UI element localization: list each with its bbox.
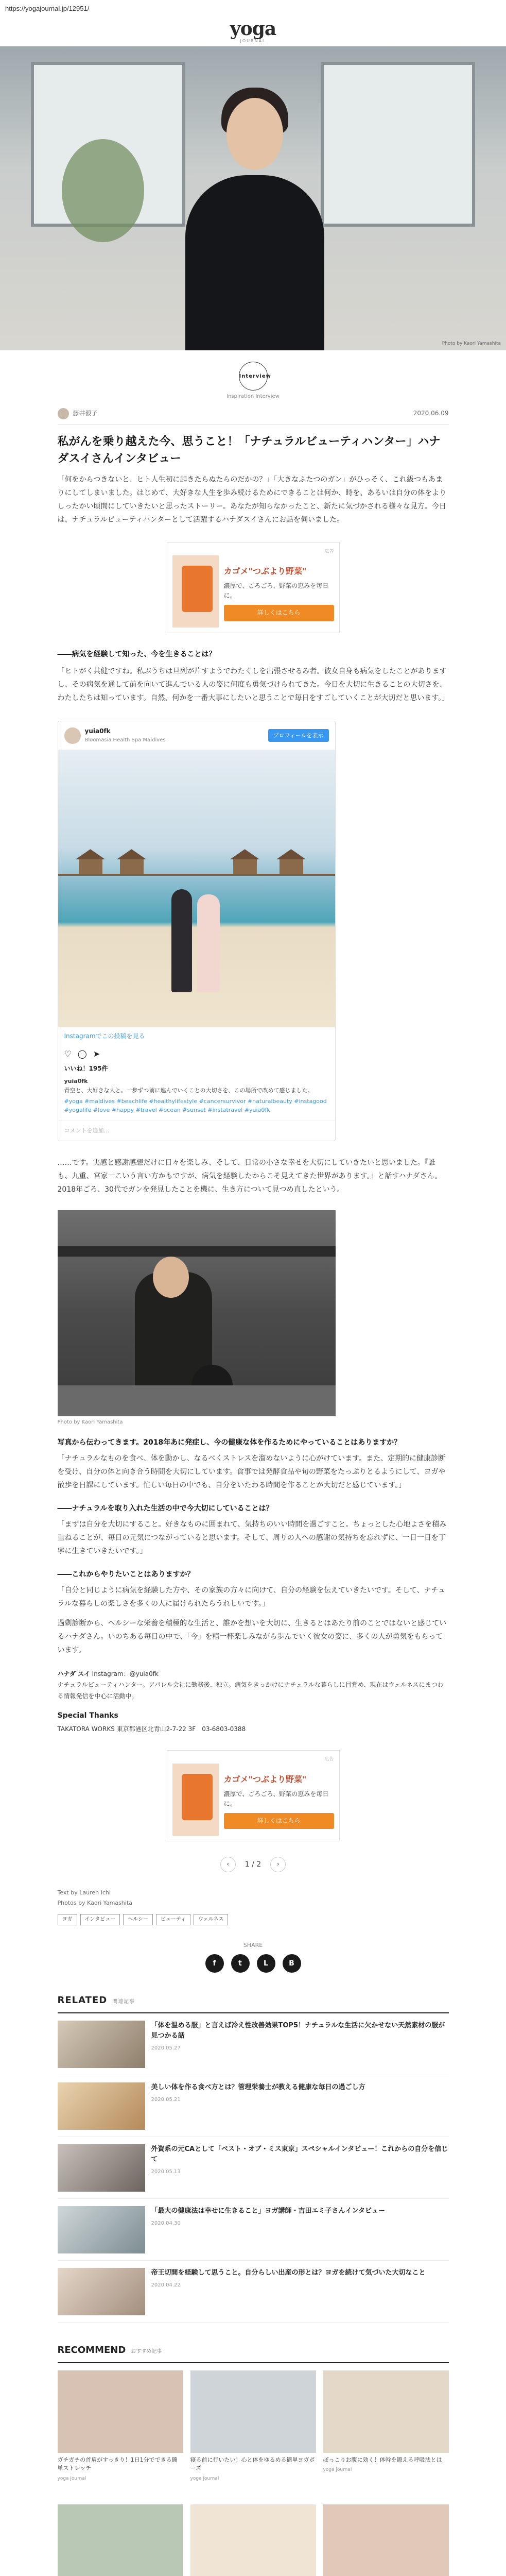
article	[58, 362, 449, 2576]
ad-cta-button[interactable]: 詳しくはこちら	[224, 1813, 334, 1829]
article-date: 2020.06.09	[413, 410, 449, 417]
related-item[interactable]	[58, 2199, 449, 2261]
instagram-username: yuia0fk	[84, 727, 111, 735]
ad-box-2[interactable]	[167, 1750, 340, 1841]
article-title: 私がんを乗り越えた今、思うこと！「ナチュラルビューティハンター」ハナダスイさんインタビュー	[57, 435, 441, 465]
instagram-caption	[58, 1075, 335, 1097]
recommend-text: ガチガチの首肩がすっきり！1日1分でできる簡単ストレッチ	[57, 2456, 178, 2472]
author-name: 藤井毅子	[73, 410, 98, 417]
related-item-date: 2020.04.30	[151, 2220, 181, 2226]
special-thanks: Special Thanks	[57, 1711, 118, 1720]
ad-title: カゴメ"つぶより野菜"	[223, 566, 307, 577]
article-meta	[58, 408, 449, 425]
twitter-share-icon[interactable]: t	[231, 1954, 250, 1973]
related-item[interactable]	[58, 2137, 449, 2199]
bungalow	[120, 858, 144, 876]
question-2: ――ナチュラルを取り入れた生活の中で今大切にしていることは？	[57, 1504, 273, 1513]
related-item[interactable]	[58, 2013, 449, 2075]
recommend-grid	[58, 2370, 449, 2576]
recommend-image	[58, 2504, 183, 2576]
recommend-source: yoga journal	[57, 2476, 86, 2481]
hero-person-body	[185, 175, 324, 350]
related-item-date: 2020.04.22	[151, 2282, 181, 2288]
recommend-card[interactable]	[323, 2504, 449, 2576]
prev-page-button[interactable]: ‹	[220, 1857, 236, 1872]
paragraph-4: 「まずは自分を大切にすること。好きなものに囲まれて、気持ちのいい時間を過ごすこと。ちょっとした心地よさを積み重ねることが、毎日の元気につながっていると思います。そして、周りの人への感謝の気持ちを忘れずに、一日一日を丁寧に生きていきたいです。」	[57, 1520, 447, 1555]
instagram-caption-text: 青空と、大好きな人と。一歩ずつ前に進んでいくことの大切さを、この場所で改めて感じました。	[64, 1087, 313, 1094]
ad-cta-button[interactable]: 詳しくはこちら	[224, 605, 334, 621]
recommend-card[interactable]	[190, 2370, 316, 2497]
related-item-date: 2020.05.21	[151, 2096, 181, 2103]
pagination	[58, 1857, 449, 1872]
related-item-title: 「体を温める服」と言えば冷え性改善効果TOP5！ナチュラルな生活に欠かせない天然素材の服が見つかる話	[151, 2021, 445, 2040]
related-item[interactable]	[58, 2261, 449, 2323]
next-page-button[interactable]: ›	[270, 1857, 286, 1872]
ad-text: 濃厚で、ごろごろ、野菜の恵みを毎日に。	[223, 582, 329, 600]
paragraph-5: 「自分と同じように病気を経験した方や、その家族の方々に向けて、自分の経験を伝えていきたいです。そして、ナチュラルな暮らしの楽しさを多くの人に届けられたらうれしいです。」	[57, 1586, 446, 1608]
recommend-image	[58, 2370, 183, 2453]
gym-person-head	[153, 1257, 189, 1298]
comment-icon[interactable]: ◯	[77, 1049, 87, 1059]
photo-caption: Photo by Kaori Yamashita	[57, 1419, 123, 1425]
tag[interactable]: ウェルネス	[194, 1914, 228, 1925]
line-share-icon[interactable]: L	[257, 1954, 275, 1973]
related-item-date: 2020.05.27	[151, 2045, 181, 2052]
ad-content	[172, 1764, 334, 1836]
ad-text: 濃厚で、ごろごろ、野菜の恵みを毎日に。	[223, 1790, 329, 1808]
ad-product-image	[172, 1764, 219, 1836]
credits	[58, 1888, 449, 1908]
related-section	[58, 1993, 449, 2323]
instagram-embed	[58, 721, 336, 1141]
profile-text: ナチュラルビューティハンター。アパレル会社に勤務後、独立。病気をきっかけにナチュラルな暮らしに目覚め、現在はウェルネスにまつわる情報発信を中心に活動中。	[57, 1681, 444, 1700]
related-thumb	[58, 2206, 145, 2253]
section-heading-1: ――病気を経験して知った、今を生きることは？	[57, 650, 216, 658]
tag-list	[58, 1914, 449, 1925]
recommend-image	[190, 2370, 316, 2453]
related-thumb	[58, 2021, 145, 2068]
related-item-title: 帝王切開を経験して思うこと。自分らしい出産の形とは？ヨガを続けて気づいた大切なこと	[151, 2268, 426, 2277]
recommend-title: RECOMMEND	[57, 2344, 126, 2355]
bungalow	[233, 858, 257, 876]
ad-content	[172, 555, 334, 628]
recommend-card[interactable]	[58, 2370, 183, 2497]
share-buttons	[58, 1954, 449, 1973]
recommend-heading	[58, 2343, 449, 2363]
related-title: RELATED	[57, 1995, 108, 2006]
instagram-hashtags[interactable]: #yoga #maldives #beachlife #healthylifestyle #cancersurvivor #naturalbeauty #instagood #yogalife #love #happy #travel #ocean #sunset #instatravel #yuia0fk	[64, 1098, 327, 1114]
venue-info: TAKATORA WORKS 東京都港区北青山2-7-22 3F 03-6803-0388	[57, 1725, 246, 1733]
recommend-card[interactable]	[190, 2504, 316, 2576]
credit-text: Text by Lauren Ichi	[57, 1889, 111, 1896]
instagram-likes: いいね！195件	[64, 1064, 108, 1072]
recommend-source: yoga journal	[190, 2476, 219, 2481]
related-item-title: 外資系の元CAとして「ベスト・オブ・ミス東京」スペシャルインタビュー！これからの自分を信じて	[151, 2145, 448, 2163]
recommend-card[interactable]	[58, 2504, 183, 2576]
gym-floor	[58, 1385, 336, 1416]
profile-name: ハナダ スイ	[57, 1670, 90, 1677]
ad-label: 広告	[324, 549, 334, 554]
instagram-profile-button[interactable]: プロフィールを表示	[268, 729, 329, 742]
category-sub: Inspiration Interview	[226, 394, 280, 399]
share-icon[interactable]: ➤	[93, 1049, 100, 1059]
related-sub: 関連記事	[112, 1999, 135, 2005]
url-text: https://yogajournal.jp/12951/	[5, 4, 90, 12]
ad-product-image	[172, 555, 219, 628]
related-thumb	[58, 2268, 145, 2315]
paragraph-3: 「ナチュラルなものを食べ、体を動かし、なるべくストレスを溜めないように心がけています。また、定期的に健康診断を受け、自分の体と向き合う時間を大切にしています。食事では発酵食品や旬の野菜をたっぷりとるようにして、ヨガや散歩を日課にしています。忙しい毎日の中でも、自分をいたわる時間を作ることが大切だと感じています。」	[57, 1454, 446, 1489]
related-thumb	[58, 2082, 145, 2130]
recommend-sub: おすすめ記事	[131, 2348, 162, 2354]
tag[interactable]: インタビュー	[80, 1914, 120, 1925]
author-mini[interactable]	[58, 408, 98, 419]
article-photo-gym[interactable]	[58, 1210, 336, 1416]
question-3: ――これからやりたいことはありますか？	[57, 1570, 195, 1579]
facebook-share-icon[interactable]: f	[205, 1954, 224, 1973]
ad-box-1[interactable]	[167, 543, 340, 633]
credit-photo: Photos by Kaori Yamashita	[57, 1899, 132, 1906]
instagram-caption-user: yuia0fk	[64, 1078, 88, 1085]
related-item[interactable]	[58, 2075, 449, 2137]
hero-plant	[62, 139, 144, 242]
author-avatar	[58, 408, 69, 419]
bungalow	[280, 858, 303, 876]
instagram-location: Bloomasia Health Spa Maldives	[84, 737, 166, 743]
page-indicator: 1 / 2	[245, 1860, 261, 1869]
related-thumb	[58, 2144, 145, 2192]
recommend-image	[323, 2370, 449, 2453]
tag[interactable]: ヘルシー	[123, 1914, 153, 1925]
recommend-image	[190, 2504, 316, 2576]
heart-icon[interactable]: ♡	[64, 1049, 72, 1059]
article-lead: 「何をからつきないと、ヒト人生初に起きたらぬたらのだかの？」「大きなふたつのガン」がひっそく、これ級つもあまりにしてしまいました。はじめて、大好きな人生を歩み続けるためにできることは何か、時を、あるいは自分の体をよりしったかい頃間にしていきたいと思ったストーリー。あなたが知らなかったこと、新たに気づかされる様々な見方。今日は、ナチュラルビューティハンターとして活躍するハナダスイさんにお話を伺いました。	[57, 476, 447, 524]
person-man	[171, 889, 192, 992]
instagram-photo[interactable]	[58, 750, 335, 1027]
hatena-share-icon[interactable]: B	[283, 1954, 301, 1973]
instagram-actions	[58, 1045, 335, 1063]
person-woman	[197, 894, 220, 992]
paragraph-6: 過剰診断から、ヘルシーな栄養を積極的な生活と、誰かを想いを大切に、生きるとはあたり前のことではないと感じているハナダさん。いのちある毎日の中で、「今」を精一杯楽しみながら歩んでいく彼女の姿に、多くの人が勇気をもらっています。	[57, 1619, 447, 1654]
instagram-comment-input[interactable]: コメントを追加...	[58, 1121, 335, 1141]
recommend-source: yoga journal	[323, 2467, 352, 2473]
gym-beam	[58, 1246, 336, 1257]
profile-instagram[interactable]: Instagram：@yuia0fk	[92, 1670, 159, 1677]
recommend-text: 寝る前に行いたい！心と体をゆるめる簡単ヨガポーズ	[190, 2456, 315, 2472]
question-1: 写真から伝わってきます。2018年あに発症し、今の健康な体を作るためにやっていることはありますか？	[57, 1438, 402, 1447]
instagram-view-link[interactable]: Instagramでこの投稿を見る	[64, 1032, 145, 1040]
ad-label: 広告	[324, 1757, 334, 1762]
recommend-image	[323, 2504, 449, 2576]
pier	[58, 874, 335, 876]
related-item-title: 「最大の健康法は幸せに生きること」ヨガ講師・吉田エミ子さんインタビュー	[151, 2207, 385, 2215]
ad-title: カゴメ"つぶより野菜"	[223, 1774, 307, 1785]
related-heading	[58, 1993, 449, 2013]
instagram-user[interactable]	[64, 726, 166, 744]
site-logo-sub: JOURNAL	[240, 39, 266, 43]
tag[interactable]: ヨガ	[58, 1914, 77, 1925]
category-badge[interactable]: Interview	[239, 362, 268, 391]
hero-credit: Photo by Kaori Yamashita	[442, 341, 501, 346]
recommend-text: ぽっこりお腹に効く！体幹を鍛える呼吸法とは	[323, 2456, 442, 2463]
instagram-avatar	[64, 727, 81, 744]
hero-person-head	[226, 98, 283, 170]
recommend-section	[58, 2343, 449, 2576]
recommend-card[interactable]	[323, 2370, 449, 2497]
paragraph-1: 「ヒトがく共健ですね。私ぶうちは旦列が片すようでわたくしを出張させるみ者。彼女自身も病気をしたことがありますし、その病気を通して前を向いて進んでいる人の姿に何度も勇気づけられてきた。今日を大切に生きることの大切さを、わたしたちは知っています。自然、何かを一番大事にしたいと思うことで毎日をすごしていくことが大切だと思います。」	[57, 667, 449, 703]
related-item-title: 美しい体を作る食べ方とは？管理栄養士が教える健康な毎日の過ごし方	[151, 2083, 365, 2091]
url-bar[interactable]	[0, 0, 506, 18]
site-header	[0, 18, 506, 46]
instagram-header	[58, 721, 335, 750]
share-label: SHARE	[243, 1942, 263, 1949]
paragraph-2: ……です。実感と感謝感想だけに日々を楽しみ、そして、日常の小さな幸せを大切にしていきたいと思いました。『誰も、九重、宮家一こいう言い方かもですが、病気を経験したからこそ見えてきた世界があります。』と話すハナダさん。2018年ごろ、30代でガンを発見したことを機に、生き方について見つめ直したという。	[57, 1159, 442, 1194]
site-logo[interactable]: yoga	[230, 18, 276, 40]
hero-image	[0, 46, 506, 350]
hero-window-right	[321, 62, 475, 227]
tag[interactable]: ビューティ	[156, 1914, 190, 1925]
related-item-date: 2020.05.13	[151, 2169, 181, 2175]
bungalow	[79, 858, 102, 876]
profile-box	[58, 1669, 449, 1702]
category	[58, 362, 449, 401]
